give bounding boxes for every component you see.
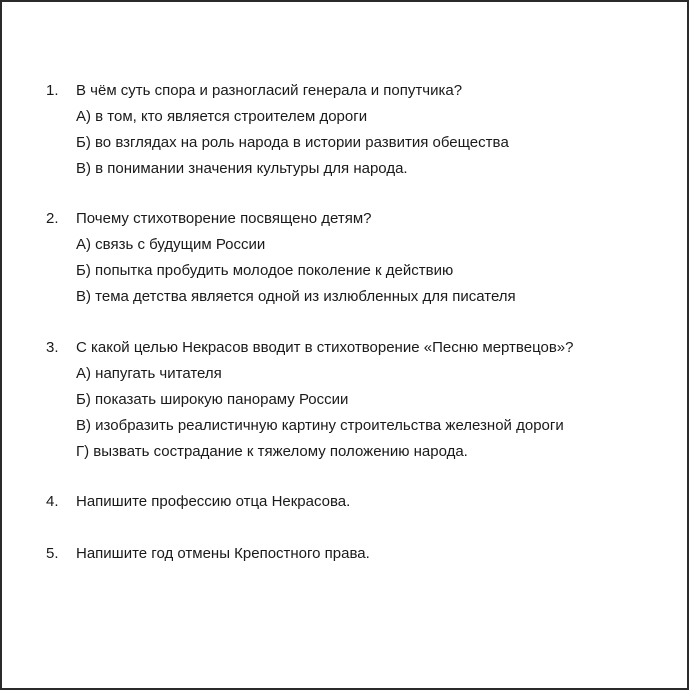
question-number: 4. (46, 493, 59, 510)
question-text: Напишите профессию отца Некрасова. (76, 493, 351, 510)
question-text: Почему стихотворение посвящено детям? (76, 210, 372, 227)
question-text: С какой целью Некрасов вводит в стихотворение «Песню мертвецов»? (76, 339, 574, 356)
answer-option: В) изобразить реалистичную картину строительства железной дороги (76, 417, 564, 434)
answer-option: Г) вызвать сострадание к тяжелому положению народа. (76, 443, 468, 460)
question-text: Напишите год отмены Крепостного права. (76, 545, 370, 562)
answer-option: Б) показать широкую панораму России (76, 391, 349, 408)
answer-option: А) напугать читателя (76, 365, 222, 382)
answer-option: В) тема детства является одной из излюбленных для писателя (76, 288, 516, 305)
question-text: В чём суть спора и разногласий генерала и попутчика? (76, 82, 463, 99)
answer-option: А) в том, кто является строителем дороги (76, 108, 368, 125)
answer-option: В) в понимании значения культуры для народа. (76, 160, 408, 177)
question-number: 3. (46, 339, 59, 356)
question-number: 5. (46, 545, 59, 562)
question-number: 2. (46, 210, 59, 227)
answer-option: А) связь с будущим России (76, 236, 266, 253)
answer-option: Б) попытка пробудить молодое поколение к действию (76, 262, 454, 279)
answer-option: Б) во взглядах на роль народа в истории развития обеществa (76, 134, 509, 151)
question-number: 1. (46, 82, 59, 99)
